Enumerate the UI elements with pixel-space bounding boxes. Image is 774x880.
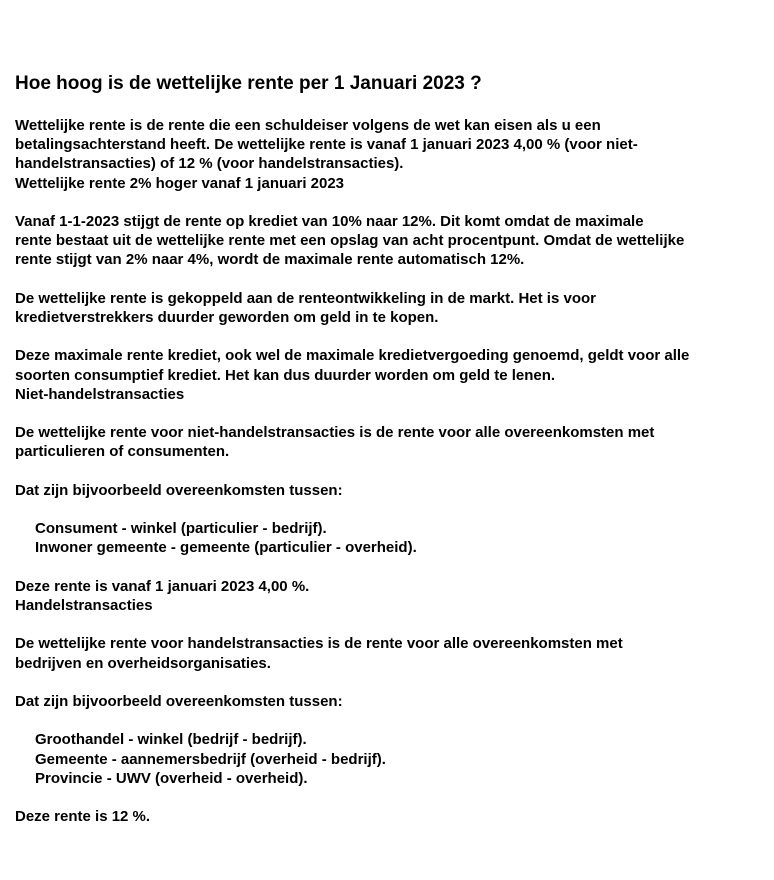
trade-examples-list [15,730,760,788]
list-item: Groothandel - winkel (bedrijf - bedrijf). [35,731,307,749]
consumer-credit-line: soorten consumptief krediet. Het kan dus duurder worden om geld te lenen. [15,366,556,384]
article [15,72,760,826]
spacer [15,327,760,346]
spacer [15,788,760,807]
consumer-credit-line: Deze maximale rente krediet, ook wel de maximale kredietvergoeding genoemd, geldt voor alle [15,347,690,365]
spacer [15,615,760,634]
page-title: Hoe hoog is de wettelijke rente per 1 Januari 2023 ? [15,73,482,94]
spacer [15,558,760,577]
market-line: De wettelijke rente is gekoppeld aan de renteontwikkeling in de markt. Het is voor [15,289,596,307]
non-trade-rate: Deze rente is vanaf 1 januari 2023 4,00 %. [15,577,310,595]
trade-description-line: De wettelijke rente voor handelstransacties is de rente voor alle overeenkomsten met [15,635,623,653]
intro-line: betalingsachterstand heeft. De wettelijke rente is vanaf 1 januari 2023 4,00 % (voor niet- [15,136,638,154]
max-rate-paragraph [15,212,760,270]
trade-rate: Deze rente is 12 %. [15,808,151,826]
trade-heading: Handelstransacties [15,596,153,614]
max-rate-line: Vanaf 1-1-2023 stijgt de rente op krediet van 10% naar 12%. Dit komt omdat de maximale [15,213,644,230]
intro-line: Wettelijke rente is de rente die een schuldeiser volgens de wet kan eisen als u een [15,117,601,134]
max-rate-line: rente stijgt van 2% naar 4%, wordt de maximale rente automatisch 12%. [15,251,525,269]
non-trade-description-line: De wettelijke rente voor niet-handelstransacties is de rente voor alle overeenkomsten met [15,424,655,442]
trade-examples-intro: Dat zijn bijvoorbeeld overeenkomsten tussen: [15,692,343,710]
consumer-credit-paragraph [15,346,760,404]
list-item: Inwoner gemeente - gemeente (particulier - overheid). [35,539,417,557]
spacer [15,500,760,519]
spacer [15,462,760,481]
spacer [15,193,760,212]
intro-line: handelstransacties) of 12 % (voor handelstransacties). [15,155,404,173]
non-trade-heading: Niet-handelstransacties [15,385,185,403]
market-paragraph [15,289,760,327]
list-item: Provincie - UWV (overheid - overheid). [35,769,308,787]
non-trade-description [15,423,760,461]
trade-description-line: bedrijven en overheidsorganisaties. [15,654,271,672]
spacer [15,673,760,692]
max-rate-line: rente bestaat uit de wettelijke rente met een opslag van acht procentpunt. Omdat de wettelijke [15,232,685,250]
spacer [15,270,760,289]
list-item: Gemeente - aannemersbedrijf (overheid - bedrijf). [35,750,386,768]
list-item: Consument - winkel (particulier - bedrijf). [35,520,327,538]
non-trade-examples-intro: Dat zijn bijvoorbeeld overeenkomsten tussen: [15,481,343,499]
non-trade-examples-list [15,519,760,557]
spacer [15,404,760,423]
trade-description [15,634,760,672]
intro-paragraph [15,116,760,193]
spacer [15,711,760,730]
non-trade-description-line: particulieren of consumenten. [15,443,230,461]
intro-subheading: Wettelijke rente 2% hoger vanaf 1 januari 2023 [15,174,345,192]
market-line: kredietverstrekkers duurder geworden om geld in te kopen. [15,309,439,326]
